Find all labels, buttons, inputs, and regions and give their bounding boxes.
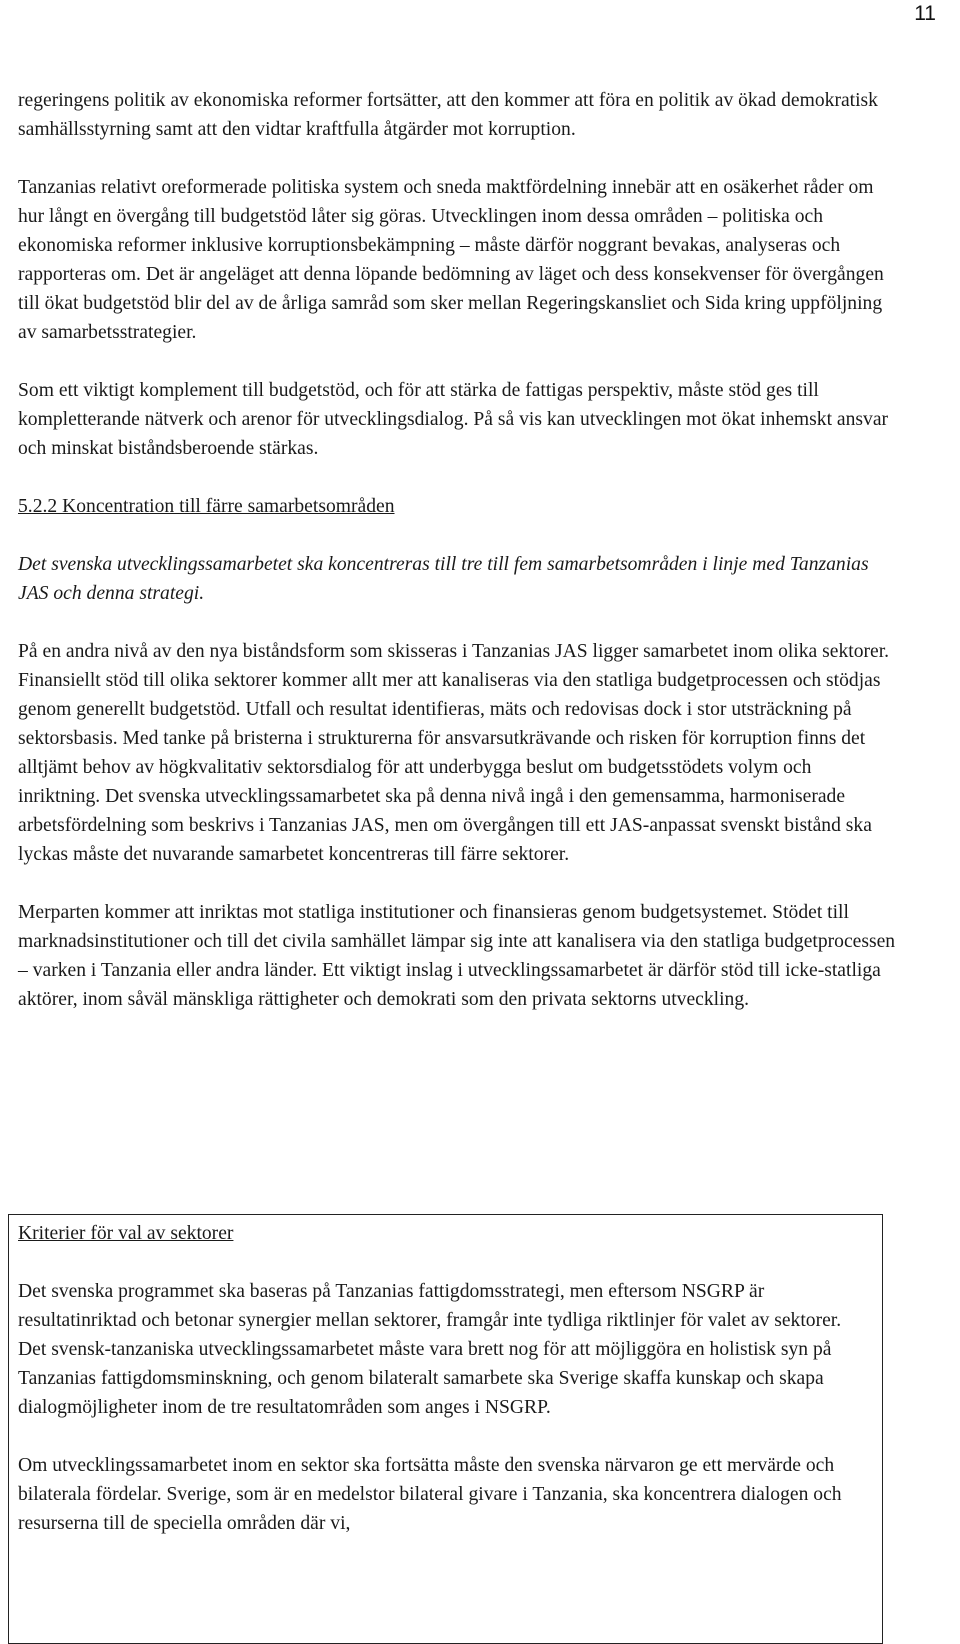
- document-body: [18, 86, 898, 1014]
- box-paragraph-1: Det svenska programmet ska baseras på Tanzanias fattigdomsstrategi, men eftersom NSGRP är resultatinriktad och betonar synergier mellan sektorer, framgår inte tydliga riktlinjer för valet av sektorer. Det svensk-tanzaniska utvecklingssamarbetet måste vara brett nog för att möjliggöra en holistisk syn på Tanzanias fattigdomsminskning, och genom bilateralt samarbete ska Sverige skaffa kunskap och skapa dialogmöjligheter inom de tre resultatområden som anges i NSGRP.: [18, 1281, 842, 1418]
- page-number: 11: [914, 2, 936, 25]
- paragraph-4: På en andra nivå av den nya biståndsform som skisseras i Tanzanias JAS ligger samarbetet inom olika sektorer. Finansiellt stöd till olika sektorer kommer allt mer att kanaliseras via den statliga budgetprocessen och stödjas genom generellt budgetstöd. Utfall och resultat identifieras, mäts och redovisas dock i stor utsträckning på sektorsbasis. Med tanke på bristerna i strukturerna för ansvarsutkrävande och risken för korruption finns det alltjämt behov av högkvalitativ sektorsdialog för att underbygga beslut om budgetsstödets volym och inriktning. Det svenska utvecklingssamarbetet ska på denna nivå ingå i den gemensamma, harmoniserade arbetsfördelning som beskrivs i Tanzanias JAS, men om övergången till ett JAS-anpassat svenskt bistånd ska lyckas måste det nuvarande samarbetet koncentreras till färre sektorer.: [18, 641, 890, 865]
- paragraph-5: Merparten kommer att inriktas mot statliga institutioner och finansieras genom budgetsystemet. Stödet till marknadsinstitutioner och till det civila samhället lämpar sig inte att kanalisera via den statliga budgetprocessen – varken i Tanzania eller andra länder. Ett viktigt inslag i utvecklingssamarbetet är därför stöd till icke-statliga aktörer, inom såväl mänskliga rättigheter och demokrati som den privata sektorns utveckling.: [18, 902, 896, 1010]
- paragraph-3: Som ett viktigt komplement till budgetstöd, och för att stärka de fattigas perspektiv, måste stöd ges till kompletterande nätverk och arenor för utvecklingsdialog. På så vis kan utvecklingen mot ökat inhemskt ansvar och minskat biståndsberoende stärkas.: [18, 380, 889, 459]
- box-heading: Kriterier för val av sektorer: [18, 1223, 234, 1244]
- paragraph-2: Tanzanias relativt oreformerade politiska system och sneda maktfördelning innebär att en osäkerhet råder om hur långt en övergång till budgetstöd låter sig göras. Utvecklingen inom dessa områden – politiska och ekonomiska reformer inklusive korruptionsbekämpning – måste därför noggrant bevakas, analyseras och rapporteras om. Det är angeläget att denna löpande bedömning av läget och dess konsekvenser för övergången till ökat budgetstöd blir del av de årliga samråd som sker mellan Regeringskansliet och Sida kring uppföljning av samarbetsstrategier.: [18, 177, 884, 343]
- paragraph-1: regeringens politik av ekonomiska reformer fortsätter, att den kommer att föra en politik av ökad demokratisk samhällsstyrning samt att den vidtar kraftfulla åtgärder mot korruption.: [18, 90, 878, 140]
- section-heading: 5.2.2 Koncentration till färre samarbetsområden: [18, 496, 395, 517]
- criteria-box: [8, 1214, 883, 1644]
- box-paragraph-2: Om utvecklingssamarbetet inom en sektor ska fortsätta måste den svenska närvaron ge ett mervärde och bilaterala fördelar. Sverige, som är en medelstor bilateral givare i Tanzania, ska koncentrera dialogen och resurserna till de speciella områden där vi,: [18, 1455, 842, 1534]
- italic-statement: Det svenska utvecklingssamarbetet ska koncentreras till tre till fem samarbetsområden i linje med Tanzanias JAS och denna strategi.: [18, 554, 869, 604]
